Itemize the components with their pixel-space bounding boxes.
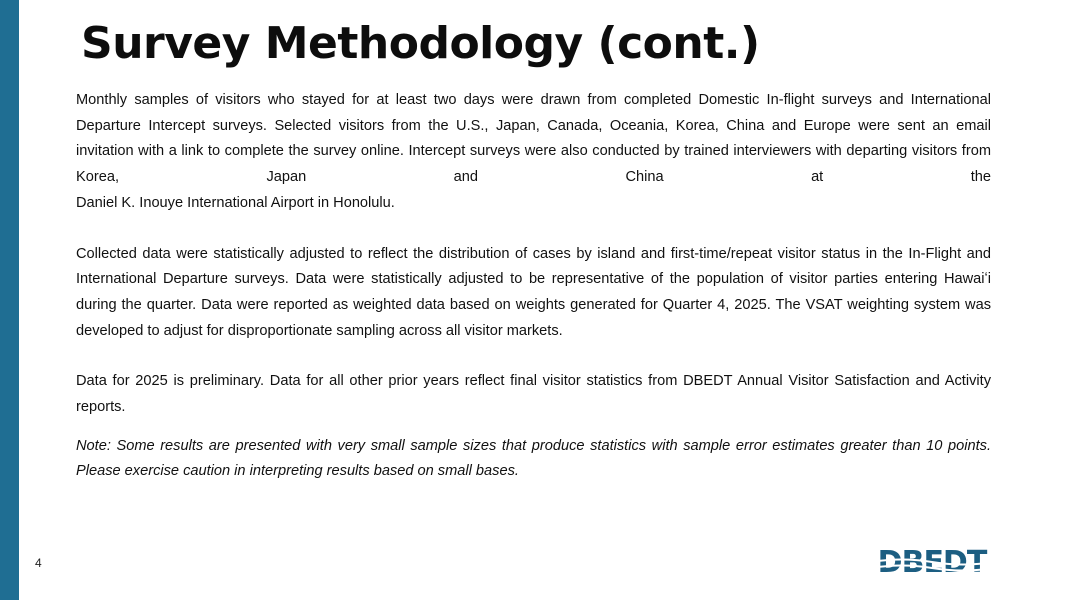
paragraph-weighting: Collected data were statistically adjusted to reflect the distribution of cases by island and first-time/repeat visitor status in the In-Flight and International Departure surveys. Data were statistically adjusted to be representative of the population of visitor parties entering Hawaiʻi during the quarter. Data were reported as weighted data based on weights generated for Quarter 4, 2025. The VSAT weighting system was developed to adjust for disproportionate sampling across all visitor markets. — [76, 245, 991, 339]
dbedt-logo-text: DBEDT — [877, 545, 987, 577]
page-number: 4 — [35, 556, 42, 570]
paragraph-sampling: Monthly samples of visitors who stayed for at least two days were drawn from completed Domestic In-flight surveys and International Departure Intercept surveys. Selected visitors from the U.S., Japan, Canada, Oceania, Korea, China and Europe were sent an email invitation with a link to complete the survey online. Intercept surveys were also conducted by trained interviewers with departing visitors from Korea, Japan and China at the — [76, 92, 991, 186]
accent-sidebar — [0, 0, 19, 600]
dbedt-logo — [870, 545, 994, 577]
methodology-body — [76, 88, 991, 485]
paragraph-preliminary: Data for 2025 is preliminary. Data for all other prior years reflect final visitor statistics from DBEDT Annual Visitor Satisfaction and Activity reports. — [76, 373, 991, 416]
note-small-samples: Note: Some results are presented with very small sample sizes that produce statistics with sample error estimates greater than 10 points. Please exercise caution in interpreting results based on small bases. — [76, 437, 991, 480]
paragraph-sampling-tail: Daniel K. Inouye International Airport in Honolulu. — [76, 194, 395, 211]
page-title: Survey Methodology (cont.) — [81, 18, 760, 69]
